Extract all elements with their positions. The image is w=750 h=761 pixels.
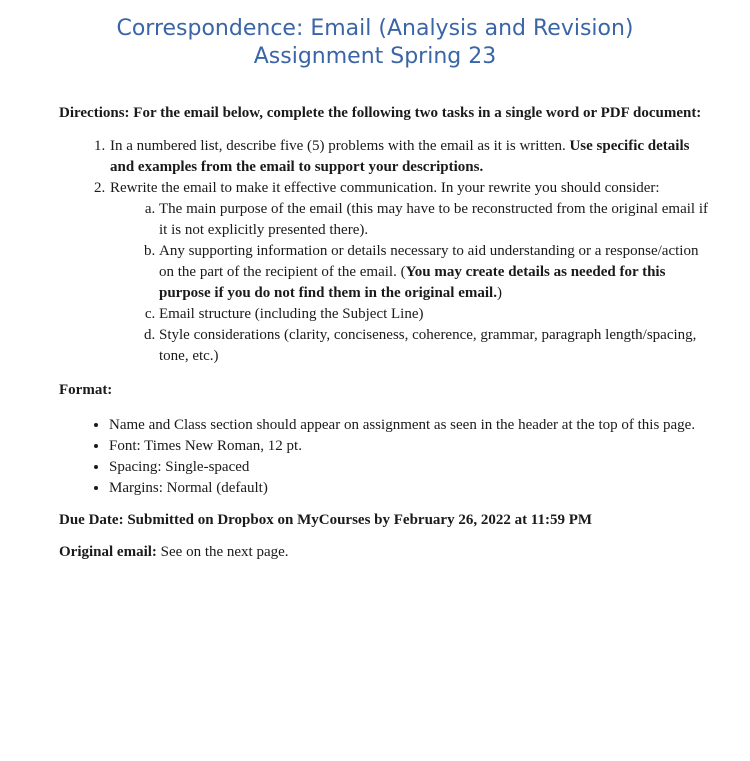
task-1-text: In a numbered list, describe five (5) problems with the email as it is written. — [110, 138, 570, 154]
subitem-b-end: ) — [496, 285, 502, 301]
title-line-1: Correspondence: Email (Analysis and Revision) — [116, 16, 634, 41]
format-item: • Font: Times New Roman, 12 pt. — [109, 436, 709, 457]
directions-paragraph: Directions: For the email below, complete the following two tasks in a single word or PDF document: — [59, 105, 702, 121]
format-heading: Format: — [59, 382, 113, 398]
subitem-b — [159, 241, 709, 304]
task-1-bold-text: Use specific details and examples from the email to support your descriptions. — [110, 138, 690, 175]
task-list — [59, 136, 709, 367]
title-line-2: Assignment Spring 23 — [253, 44, 497, 69]
task-2-sublist — [110, 199, 709, 367]
original-email-line — [59, 542, 709, 563]
subitem-b-bold-text: You may create details as needed for this purpose if you do not find them in the original email. — [159, 264, 666, 301]
original-email-text: See on the next page. — [156, 544, 289, 560]
task-item-1 — [109, 136, 709, 178]
subitem-d: d. Style considerations (clarity, conciseness, coherence, grammar, paragraph length/spacing, tone, etc.) — [159, 325, 709, 367]
format-item: • Margins: Normal (default) — [109, 478, 709, 499]
due-date: Due Date: Submitted on Dropbox on MyCourses by February 26, 2022 at 11:59 PM — [59, 512, 593, 528]
format-list — [59, 415, 709, 499]
task-2-text: Rewrite the email to make it effective communication. In your rewrite you should consider: — [110, 180, 660, 196]
format-item: • Spacing: Single-spaced — [109, 457, 709, 478]
subitem-a: a. The main purpose of the email (this may have to be reconstructed from the original email if it is not explicitly presented there). — [159, 199, 709, 241]
subitem-b-text: Any supporting information or details necessary to aid understanding or a response/action on the part of the recipient of the email. ( — [159, 243, 699, 280]
assignment-body — [59, 103, 709, 563]
original-email-label: Original email: — [59, 544, 157, 560]
document-title — [0, 15, 750, 71]
format-item: • Name and Class section should appear on assignment as seen in the header at the top of this page. — [109, 415, 709, 436]
task-item-2 — [109, 178, 709, 367]
subitem-c: c. Email structure (including the Subject Line) — [159, 304, 709, 325]
